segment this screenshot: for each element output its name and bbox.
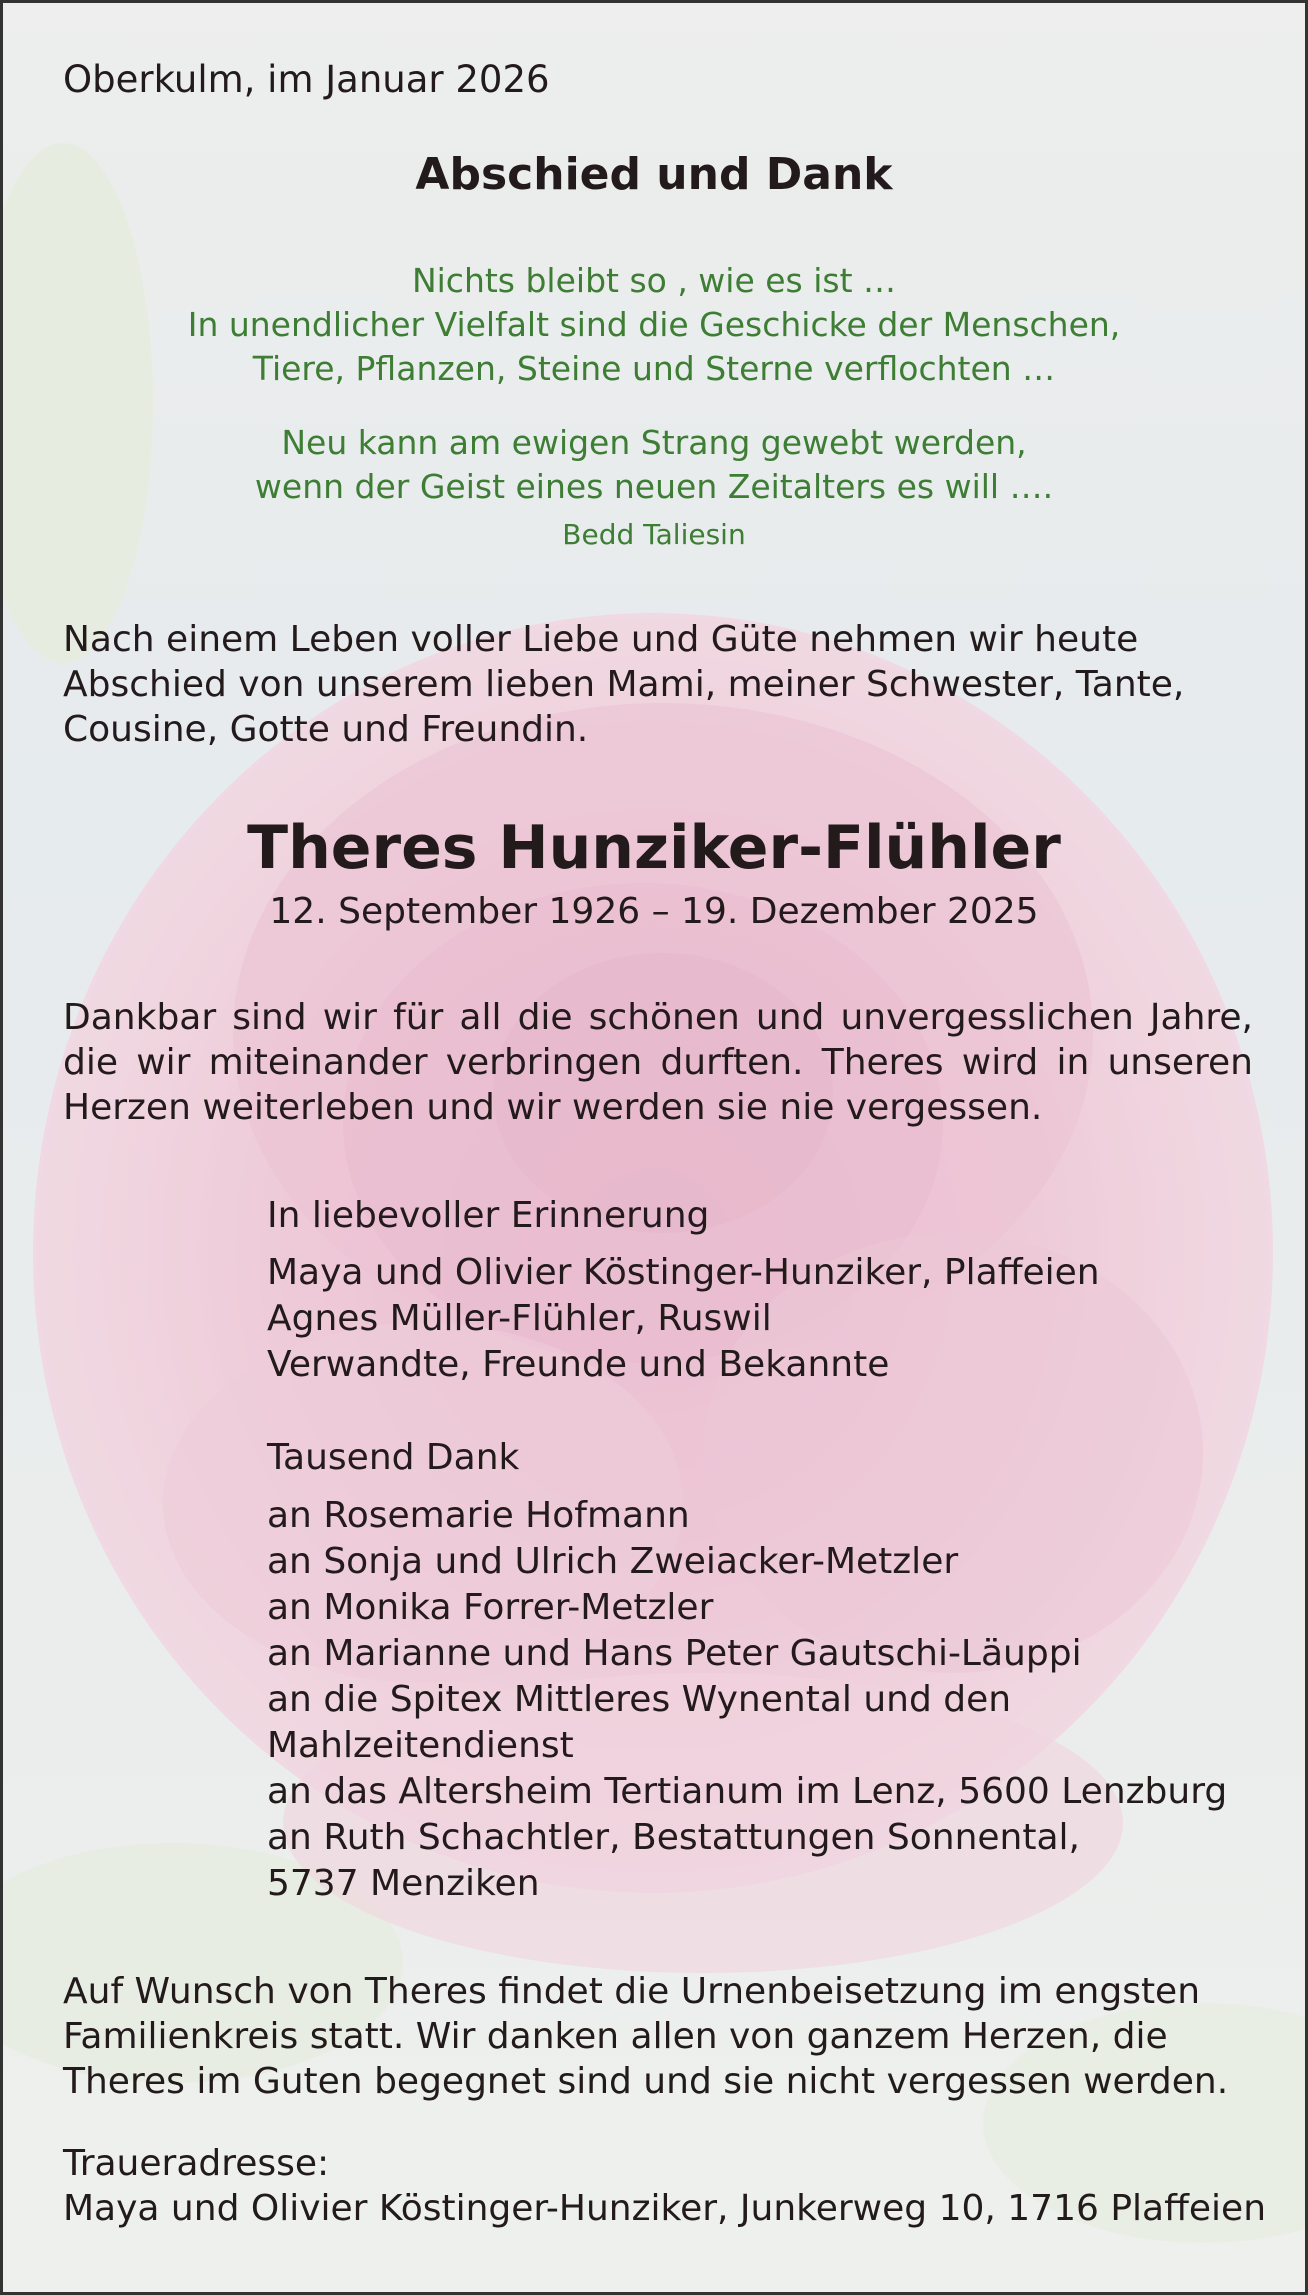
deceased-name: Theres Hunziker-Flühler [247,813,1061,883]
intro-line: Abschied von unserem lieben Mami, meiner Schwester, Tante, [63,664,1185,705]
poem-line: Neu kann am ewigen Strang gewebt werden, [281,423,1027,462]
thanks-item: an Ruth Schachtler, Bestattungen Sonnental, [267,1817,1080,1858]
mourner-item: Maya und Olivier Köstinger-Hunziker, Plaffeien [267,1252,1100,1293]
thanks-item: an Marianne und Hans Peter Gautschi-Läuppi [267,1633,1082,1674]
thanks-item: Mahlzeitendienst [267,1725,574,1766]
gratitude-line: die wir miteinander verbringen durften. Theres wird in unseren [63,1042,1253,1083]
thanks-item: an Sonja und Ulrich Zweiacker-Metzler [267,1541,959,1582]
mourner-item: Agnes Müller-Flühler, Ruswil [267,1298,772,1339]
address-value: Maya und Olivier Köstinger-Hunziker, Junkerweg 10, 1716 Plaffeien [63,2188,1267,2229]
thanks-item: 5737 Menziken [267,1863,540,1904]
intro-paragraph [63,617,1263,752]
thanks-title: Tausend Dank [267,1437,520,1478]
life-dates: 12. September 1926 – 19. Dezember 2025 [269,891,1039,932]
place-date: Oberkulm, im Januar 2026 [63,58,550,101]
closing-line: Familienkreis statt. Wir danken allen von ganzem Herzen, die [63,2016,1168,2057]
gratitude-paragraph [63,995,1263,1130]
thanks-item: an das Altersheim Tertianum im Lenz, 5600 Lenzburg [267,1771,1228,1812]
memory-title: In liebevoller Erinnerung [267,1195,710,1236]
poem-line: In unendlicher Vielfalt sind die Geschicke der Menschen, [187,305,1121,344]
intro-line: Cousine, Gotte und Freundin. [63,709,589,750]
closing-line: Auf Wunsch von Theres findet die Urnenbeisetzung im engsten [63,1971,1201,2012]
thanks-list [267,1493,1267,1907]
mourner-item: Verwandte, Freunde und Bekannte [267,1344,890,1385]
poem-line: Tiere, Pflanzen, Steine und Sterne verflochten … [252,349,1056,388]
poem-stanza-1 [3,259,1305,391]
poem-line: Nichts bleibt so , wie es ist … [411,261,897,300]
closing-line: Theres im Guten begegnet sind und sie nicht vergessen werden. [63,2061,1229,2102]
gratitude-line: Dankbar sind wir für all die schönen und unvergesslichen Jahre, [63,997,1253,1038]
poem-author: Bedd Taliesin [562,518,746,551]
thanks-item: an Monika Forrer-Metzler [267,1587,714,1628]
address-label: Traueradresse: [63,2143,330,2184]
poem-stanza-2 [3,421,1305,509]
notice-content [3,3,1305,2292]
thanks-item: an die Spitex Mittleres Wynental und den [267,1679,1012,1720]
gratitude-line: Herzen weiterleben und wir werden sie nie vergessen. [63,1087,1043,1128]
poem-line: wenn der Geist eines neuen Zeitalters es will …. [254,467,1054,506]
notice-title: Abschied und Dank [415,149,893,200]
mourners-list [267,1250,1267,1388]
closing-paragraph [63,1969,1263,2104]
intro-line: Nach einem Leben voller Liebe und Güte nehmen wir heute [63,619,1139,660]
thanks-item: an Rosemarie Hofmann [267,1495,690,1536]
